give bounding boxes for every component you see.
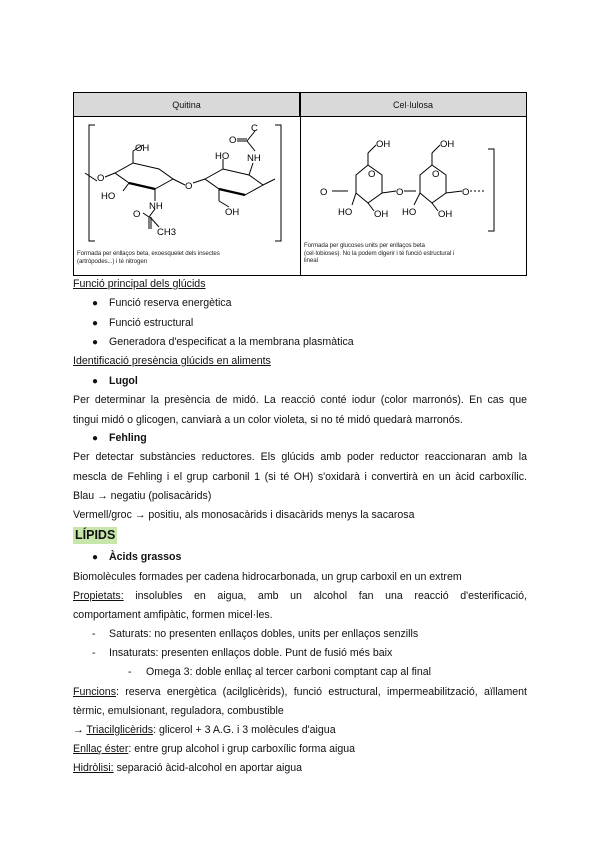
enllac-ester-line — [73, 743, 355, 756]
cellulose-ring-o-left: O — [368, 169, 376, 180]
table-divider — [300, 93, 301, 275]
funcions-label: Funcions — [73, 686, 116, 698]
bullet-dot: ● — [92, 318, 99, 329]
list-item: Generadora d'especificat a la membrana plasmàtica — [109, 336, 354, 348]
bullet-dot: ● — [92, 337, 99, 348]
quitina-caption-line1: Formada per enllaços beta, exoesquelet dels insectes — [77, 250, 220, 257]
acids-definition: Biomolècules formades per cadena hidrocarbonada, un grup carboxil en un extrem — [73, 571, 462, 583]
table-header-quitina: Quitina — [74, 93, 300, 117]
chitin-nh-right: NH — [247, 153, 261, 164]
fehling-title: Fehling — [109, 432, 147, 444]
dash-marker: - — [92, 628, 96, 640]
cellulose-ho-right: HO — [402, 207, 417, 218]
hidrolisi-line — [73, 762, 302, 775]
section-title-identificacio: Identificació presència glúcids en aliments — [73, 355, 271, 367]
properties-label: Propietats: — [73, 590, 124, 602]
insaturats-item: Insaturats: presenten enllaços doble. Punt de fusió més baix — [109, 647, 393, 659]
triacilglicerids-label: Triacilglicèrids — [86, 724, 154, 736]
acids-title: Àcids grassos — [109, 551, 182, 563]
chitin-ho-left: HO — [101, 191, 116, 202]
saturats-item: Saturats: no presenten enllaços dobles, units per enllaços senzills — [109, 628, 419, 640]
fehling-line2: mescla de Fehling i el grup carbonil 1 (si té OH) s'oxidarà i convertirà en un àcid carboxílic. — [73, 471, 527, 483]
quitina-caption — [77, 250, 297, 265]
bullet-dot: ● — [92, 552, 99, 563]
properties-line1 — [73, 590, 527, 603]
triacilglicerids-text: : glicerol + 3 A.G. i 3 molècules d'aigua — [153, 724, 336, 736]
lugol-title: Lugol — [109, 375, 138, 387]
cellulose-ring-o-right: O — [432, 169, 440, 180]
cellulose-oh-bottom-right: OH — [438, 209, 453, 220]
cellulose-o-mid: O — [396, 187, 404, 198]
dash-marker: - — [92, 647, 96, 659]
chitin-nh-left: NH — [149, 201, 163, 212]
cellulose-ho-left: HO — [338, 207, 353, 218]
cellulosa-caption — [304, 242, 524, 265]
triacilglicerids-line — [73, 724, 336, 737]
chitin-oh-top-left: OH — [135, 143, 150, 154]
chitin-o-left: O — [97, 173, 105, 184]
bullet-dot: ● — [92, 376, 99, 387]
properties-line2: comportament amfipàtic, formen micel·les. — [73, 609, 273, 621]
chitin-ho-right: HO — [215, 151, 230, 162]
dash-marker: - — [128, 666, 132, 678]
cellulose-o-right: O — [462, 187, 470, 198]
chitin-o-glycosidic: O — [185, 181, 193, 192]
cellulose-oh-top-right: OH — [440, 139, 455, 150]
section-title-funcio: Funció principal dels glúcids — [73, 278, 206, 290]
hidrolisi-label: Hidròlisi: — [73, 762, 114, 774]
properties-text: insolubles en aigua, amb un alcohol fan una reacció d'esterificació, — [123, 590, 527, 602]
funcions-line2: tèrmic, emulsionant, reguladora, combustible — [73, 705, 284, 717]
lipids-heading: LÍPIDS — [75, 528, 116, 542]
cellulosa-caption-line1: Formada per glucoses units per enllaços beta — [304, 242, 425, 249]
fehling-line3: Blau → negatiu (polisacàrids) — [73, 490, 212, 502]
chitin-o-acetyl-left: O — [133, 209, 141, 220]
omega-item: Omega 3: doble enllaç al tercer carboni comptant cap al final — [146, 666, 432, 678]
fehling-line1: Per detectar substàncies reductores. Els glúcids amb poder reductor reaccionaran amb la — [73, 451, 527, 463]
chitin-ch3-left: CH3 — [157, 227, 177, 238]
lugol-line2: tingui midó o glicogen, canviarà a un color violeta, si no té midó quedarà marronós. — [73, 414, 463, 426]
funcions-text: : reserva energètica (acilglicèrids), funció estructural, impermeabilització, aïllament — [116, 686, 527, 698]
lugol-line1: Per determinar la presència de midó. La reacció conté iodur (color marronós). En cas que — [73, 394, 527, 406]
polysaccharide-table — [73, 92, 527, 276]
chitin-structure-diagram — [75, 119, 299, 247]
enllac-ester-text: : entre grup alcohol i grup carboxílic forma aigua — [128, 743, 356, 755]
bullet-dot: ● — [92, 298, 99, 309]
cellulose-o-left-end: O — [320, 187, 328, 198]
list-item: Funció reserva energètica — [109, 297, 232, 309]
cellulose-oh-top-left: OH — [376, 139, 391, 150]
chitin-oh-bottom-right: OH — [225, 207, 240, 218]
chitin-o-acetyl-right: O — [229, 135, 237, 146]
fehling-line4: Vermell/groc → positiu, als monosacàrids i disacàrids menys la sacarosa — [73, 509, 415, 521]
table-header-cellulosa: Cel·lulosa — [300, 93, 526, 117]
cellulosa-caption-line2: (cel·lobioses). No la podem digerir i té funció estructural i — [304, 249, 455, 257]
hidrolisi-text: separació àcid-alcohol en aportar aigua — [113, 762, 303, 774]
cellulose-oh-bottom-left: OH — [374, 209, 389, 220]
arrow-glyph: → — [73, 724, 87, 736]
cellulose-structure-diagram — [302, 119, 526, 235]
enllac-ester-label: Enllaç éster — [73, 743, 129, 755]
cellulosa-caption-line3: lineal — [304, 257, 318, 264]
quitina-caption-line2: (artròpodes...) i té nitrogen — [77, 257, 148, 265]
bullet-dot: ● — [92, 433, 99, 444]
funcions-line1 — [73, 686, 527, 699]
chitin-c-right: C — [251, 123, 258, 134]
list-item: Funció estructural — [109, 317, 194, 329]
